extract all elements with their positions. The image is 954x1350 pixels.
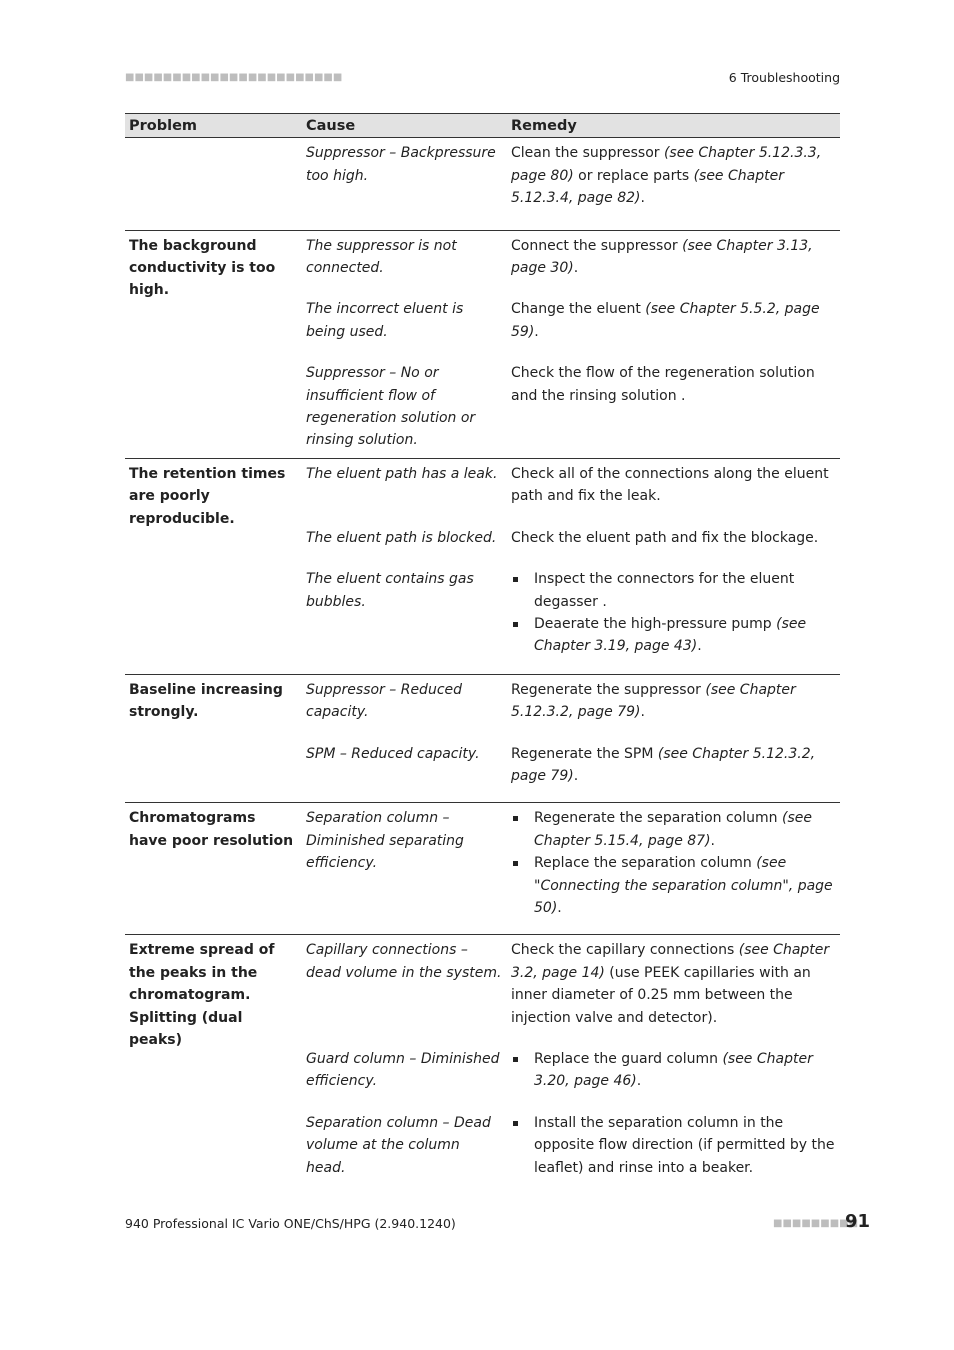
cause-cell: Suppressor – No or insufficient flow of regeneration solution or rinsing solution. — [306, 365, 476, 449]
table-row — [125, 230, 840, 294]
problem-cell: Extreme spread of the peaks in the chromatogram. Splitting (dual peaks) — [125, 935, 302, 1194]
header-problem: Problem — [125, 114, 302, 138]
problem-cell: Baseline increasing strongly. — [125, 674, 302, 803]
remedy-cell: Check the eluent path and fix the blockage. — [511, 529, 819, 546]
header-decoration: ■■■■■■■■■■■■■■■■■■■■■■■ — [125, 72, 343, 83]
troubleshooting-table — [125, 113, 840, 1194]
cause-cell: The incorrect eluent is being used. — [306, 301, 464, 340]
footer-decoration: ■■■■■■■■■ — [773, 1218, 859, 1229]
table-row — [125, 935, 840, 1044]
remedy-cell: Clean the suppressor (see Chapter 5.12.3.3, page 80) or replace parts (see Chapter 5.12.3.4, page 82). — [511, 145, 822, 207]
cause-cell: The eluent contains gas bubbles. — [306, 571, 474, 610]
cause-cell: The eluent path has a leak. — [302, 458, 507, 522]
problem-cell — [125, 138, 302, 230]
remedy-cell: Check the flow of the regeneration solution and the rinsing solution . — [511, 365, 815, 404]
cause-cell: Capillary connections – dead volume in the system. — [302, 935, 507, 1044]
remedy-cell: Regenerate the suppressor (see Chapter 5.12.3.2, page 79). — [507, 674, 840, 738]
bullet-item: Regenerate the separation column (see Chapter 5.15.4, page 87). — [511, 807, 836, 852]
remedy-cell — [507, 1108, 840, 1194]
remedy-cell — [507, 564, 840, 674]
problem-cell: The retention times are poorly reproducible. — [125, 458, 302, 674]
bullet-item: Install the separation column in the opposite flow direction (if permitted by the leaflet) and rinse into a beaker. — [511, 1112, 836, 1179]
table-row — [125, 674, 840, 738]
problem-cell: The background conductivity is too high. — [125, 230, 302, 458]
remedy-cell: Change the eluent (see Chapter 5.5.2, page 59). — [511, 301, 820, 340]
product-name: 940 Professional IC Vario ONE/ChS/HPG (2.940.1240) — [125, 1216, 456, 1231]
cause-cell: Guard column – Diminished efficiency. — [306, 1051, 500, 1090]
bullet-item: Replace the separation column (see "Connecting the separation column", page 50). — [511, 852, 836, 919]
problem-cell: Chromatograms have poor resolution — [125, 803, 302, 935]
cause-cell: Separation column – Dead volume at the column head. — [306, 1114, 491, 1176]
remedy-cell — [507, 803, 840, 935]
page-number: 91 — [845, 1211, 871, 1232]
cause-cell: The eluent path is blocked. — [306, 529, 497, 546]
bullet-item: Deaerate the high-pressure pump (see Chapter 3.19, page 43). — [511, 613, 836, 658]
bullet-item: Inspect the connectors for the eluent degasser . — [511, 568, 836, 613]
cause-cell: Separation column – Diminished separating efficiency. — [302, 803, 507, 935]
remedy-cell — [507, 1044, 840, 1108]
table-header-row — [125, 114, 840, 138]
cause-cell: SPM – Reduced capacity. — [306, 745, 480, 762]
remedy-cell: Regenerate the SPM (see Chapter 5.12.3.2, page 79). — [511, 745, 816, 784]
table-row — [125, 803, 840, 935]
header-cause: Cause — [302, 114, 507, 138]
chapter-title: 6 Troubleshooting — [728, 70, 840, 85]
table-row — [125, 458, 840, 522]
table-row — [125, 138, 840, 230]
cause-cell: Suppressor – Backpressure too high. — [306, 145, 496, 184]
bullet-item: Replace the guard column (see Chapter 3.20, page 46). — [511, 1048, 836, 1093]
remedy-cell: Check the capillary connections (see Chapter 3.2, page 14) (use PEEK capillaries with an inner diameter of 0.25 mm between the injection valve and detector). — [507, 935, 840, 1044]
remedy-cell: Check all of the connections along the eluent path and fix the leak. — [507, 458, 840, 522]
header-remedy: Remedy — [507, 114, 840, 138]
cause-cell: The suppressor is not connected. — [302, 230, 507, 294]
remedy-cell: Connect the suppressor (see Chapter 3.13, page 30). — [507, 230, 840, 294]
cause-cell: Suppressor – Reduced capacity. — [302, 674, 507, 738]
